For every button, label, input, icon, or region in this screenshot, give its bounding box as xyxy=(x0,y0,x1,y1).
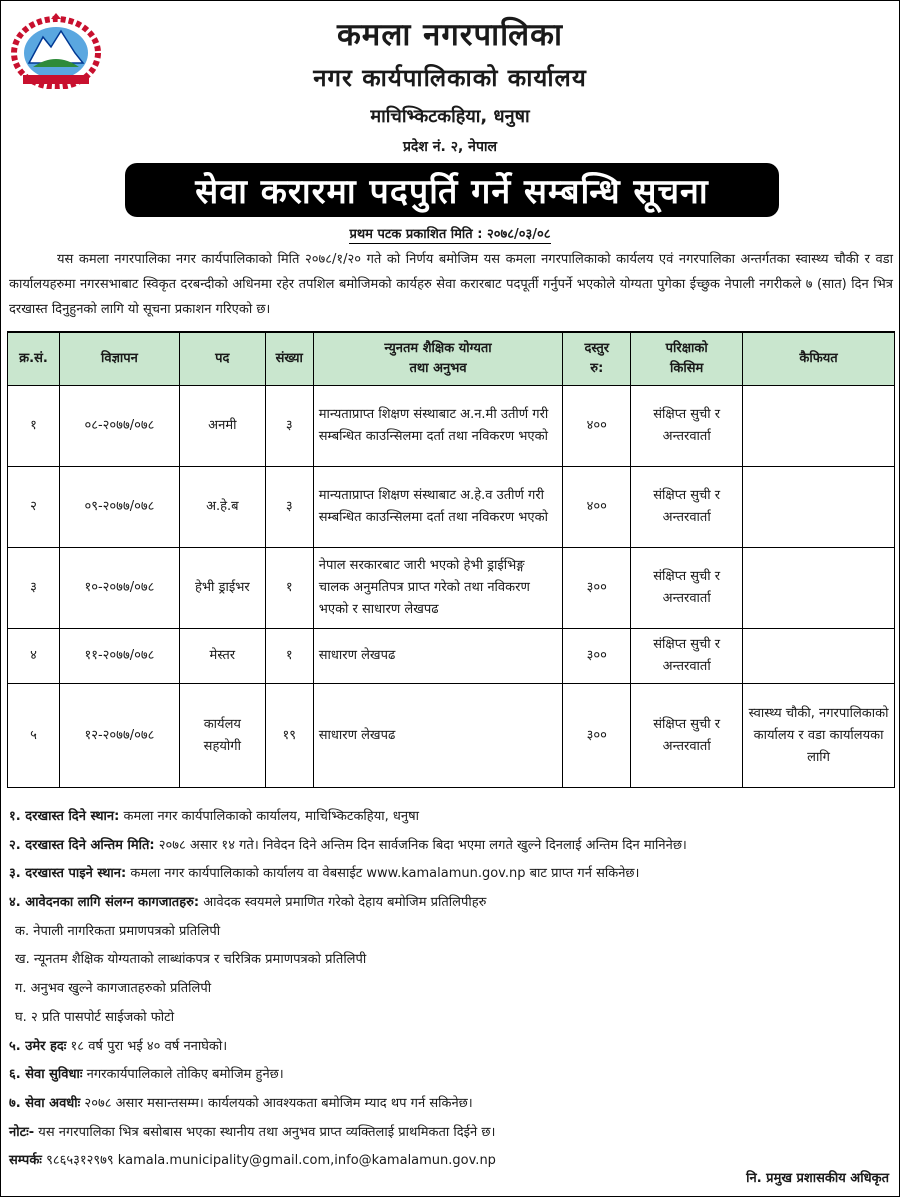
cell-ad: ०८-२०७७/०७८ xyxy=(59,386,179,467)
cell-qualification: साधारण लेखपढ xyxy=(313,629,563,684)
cell-count: १९ xyxy=(265,684,313,788)
cell-fee: ३०० xyxy=(563,629,631,684)
condition-benefits xyxy=(9,1061,893,1090)
header-qualification xyxy=(313,332,563,386)
cell-qualification: नेपाल सरकारबाट जारी भएको हेभी ड्राईभिङ्ग चालक अनुमतिपत्र प्राप्त गरेको तथा नविकरण भएको र साधारण लेखपढ xyxy=(313,548,563,629)
cell-remarks xyxy=(743,548,895,629)
condition-text: २०७८ असार १४ गते। निवेदन दिने अन्तिम दिन सार्वजनिक बिदा भएमा लगते खुल्ने दिनलाई अन्तिम दिन मानिनेछ। xyxy=(154,837,687,853)
cell-qualification: साधारण लेखपढ xyxy=(313,684,563,788)
document-education: ख. न्यूनतम शैक्षिक योग्यताको लाब्धांकपत्र र चरित्रिक प्रमाणपत्रको प्रतिलिपी xyxy=(15,952,367,968)
header-qualification-line2: तथा अनुभव xyxy=(409,361,467,376)
cell-sn: ५ xyxy=(8,684,60,788)
condition-deadline xyxy=(9,832,893,861)
cell-ad: ०९-२०७७/०७८ xyxy=(59,467,179,548)
header-remarks: कैफियत xyxy=(743,332,895,386)
condition-documents xyxy=(9,889,893,918)
contact-label: सम्पर्कः xyxy=(9,1153,42,1169)
document-experience: ग. अनुभव खुल्ने कागजातहरुको प्रतिलिपी xyxy=(15,981,212,997)
header-qualification-line1: न्युनतम शैक्षिक योग्यता xyxy=(384,341,492,356)
note-text: यस नगरपालिका भित्र बसोबास भएका स्थानीय तथा अनुभव प्राप्त व्यक्तिलाई प्राथमिकता दिईने छ। xyxy=(34,1124,496,1140)
cell-qualification: मान्यताप्राप्त शिक्षण संस्थाबाट अ.न.मी उतीर्ण गरी सम्बन्धित काउन्सिलमा दर्ता तथा नविकरण भएको xyxy=(313,386,563,467)
condition-age-limit xyxy=(9,1033,893,1062)
header-sn: क्र.सं. xyxy=(8,332,60,386)
cell-fee: ३०० xyxy=(563,548,631,629)
cell-sn: ४ xyxy=(8,629,60,684)
condition-text: कमला नगर कार्यपालिकाको कार्यालय, माचिभ्किटकहिया, धनुषा xyxy=(119,809,419,824)
condition-label: ७. सेवा अवधीः xyxy=(9,1095,81,1111)
publication-date-label: प्रथम पटक प्रकाशित मिति : २०७८/०३/०८ xyxy=(349,227,551,242)
municipality-name: कमला नगरपालिका xyxy=(336,17,564,53)
condition-form-availability xyxy=(9,860,893,889)
header-exam-line1: परिक्षाको xyxy=(665,341,708,356)
cell-fee: ४०० xyxy=(563,467,631,548)
condition-label: ४. आवेदनका लागि संलग्न कागजातहरु: xyxy=(9,895,200,911)
vacancy-table xyxy=(7,331,895,788)
table-row xyxy=(8,467,895,548)
condition-note xyxy=(9,1119,893,1148)
contact-text: ९८६५३१२९७९ kamala.municipality@gmail.com,info@kamalamun.gov.np xyxy=(41,1153,496,1169)
condition-application-place xyxy=(9,803,893,832)
cell-exam: संक्षिप्त सुची र अन्तरवार्ता xyxy=(631,548,743,629)
document-photo: घ. २ प्रति पासपोर्ट साईजको फोटो xyxy=(15,1009,175,1025)
cell-qualification: मान्यताप्राप्त शिक्षण संस्थाबाट अ.हे.व उतीर्ण गरी सम्बन्धित काउन्सिलमा दर्ता तथा नविकरण भएको xyxy=(313,467,563,548)
cell-count: १ xyxy=(265,629,313,684)
province-line: प्रदेश नं. २, नेपाल xyxy=(402,139,498,155)
condition-label: २. दरखास्त दिने अन्तिम मिति: xyxy=(9,837,155,853)
intro-paragraph: यस कमला नगरपालिका नगर कार्यपालिकाको मिति २०७८/१/२० गते को निर्णय बमोजिम यस कमला नगरपालिकाको कार्यलय एवं नगरपालिका अन्तर्गतका स्वास्थ्य चौकी र वडा कार्यालयहरुमा नगरसभाबाट स्विकृत दरबन्दीको अधिनमा रहेर तपशिल बमोजिमको कार्यहरु सेवा करारबाट पदपूर्ती गर्नुपर्ने भएकोले योग्यता पुगेका ईच्छुक नेपाली नगरीकले ७ (सात) दिन भित्र दरखास्त दिनुहुनको लागि यो सूचना प्रकाशन गरिएको छ। xyxy=(9,252,893,317)
cell-remarks xyxy=(743,629,895,684)
document-citizenship: क. नेपाली नागरिकता प्रमाणपत्रको प्रतिलिपी xyxy=(15,923,221,939)
signatory-title: नि. प्रमुख प्रशासकीय अधिकृत xyxy=(746,1171,889,1186)
cell-count: १ xyxy=(265,548,313,629)
office-name: नगर कार्यपालिकाको कार्यालय xyxy=(313,64,587,92)
cell-sn: २ xyxy=(8,467,60,548)
cell-ad: ११-२०७७/०७८ xyxy=(59,629,179,684)
cell-exam: संक्षिप्त सुची र अन्तरवार्ता xyxy=(631,467,743,548)
header-exam-line2: किसिम xyxy=(670,361,704,376)
header-ad: विज्ञापन xyxy=(59,332,179,386)
table-row xyxy=(8,548,895,629)
cell-sn: ३ xyxy=(8,548,60,629)
table-header-row xyxy=(8,332,895,386)
cell-remarks: स्वास्थ्य चौकी, नगरपालिकाको कार्यालय र वडा कार्यालयका लागि xyxy=(743,684,895,788)
header-fee-line1: दस्तुर xyxy=(584,341,610,356)
cell-exam: संक्षिप्त सुची र अन्तरवार्ता xyxy=(631,386,743,467)
cell-ad: १०-२०७७/०७८ xyxy=(59,548,179,629)
office-address: माचिभ्किटकहिया, धनुषा xyxy=(370,106,530,127)
note-label: नोटः- xyxy=(9,1124,35,1140)
notice-title-banner: सेवा करारमा पदपुर्ति गर्ने सम्बन्धि सूचना xyxy=(125,163,779,217)
cell-exam: संक्षिप्त सुची र अन्तरवार्ता xyxy=(631,684,743,788)
cell-count: ३ xyxy=(265,467,313,548)
cell-post: अ.हे.ब xyxy=(179,467,265,548)
cell-sn: १ xyxy=(8,386,60,467)
cell-ad: १२-२०७७/०७८ xyxy=(59,684,179,788)
conditions-list xyxy=(9,803,893,1176)
condition-label: ६. सेवा सुविधाः xyxy=(9,1067,83,1083)
condition-text: २०७८ असार मसान्तसम्म। कार्यलयको आवश्यकता बमोजिम म्याद थप गर्न सकिनेछ। xyxy=(80,1095,473,1111)
header-post: पद xyxy=(179,332,265,386)
header-count: संख्या xyxy=(265,332,313,386)
header-fee xyxy=(563,332,631,386)
cell-post: हेभी ड्राईभर xyxy=(179,548,265,629)
condition-text: कमला नगर कार्यपालिकाको कार्यालय वा वेबसाईट www.kamalamun.gov.np बाट प्राप्त गर्न सकिनेछ। xyxy=(126,866,640,882)
table-row xyxy=(8,684,895,788)
cell-post: मेस्तर xyxy=(179,629,265,684)
condition-text: नगरकार्यपालिकाले तोकिए बमोजिम हुनेछ। xyxy=(82,1067,284,1083)
condition-label: ३. दरखास्त पाइने स्थान: xyxy=(9,866,127,882)
cell-post: अनमी xyxy=(179,386,265,467)
cell-fee: ३०० xyxy=(563,684,631,788)
cell-count: ३ xyxy=(265,386,313,467)
cell-remarks xyxy=(743,467,895,548)
cell-exam: संक्षिप्त सुची र अन्तरवार्ता xyxy=(631,629,743,684)
table-row xyxy=(8,629,895,684)
header-exam xyxy=(631,332,743,386)
publication-date xyxy=(1,224,899,242)
cell-remarks xyxy=(743,386,895,467)
condition-label: ५. उमेर हदः xyxy=(9,1038,67,1054)
condition-service-period xyxy=(9,1090,893,1119)
header-fee-line2: रु: xyxy=(590,361,604,376)
cell-post: कार्यलय सहयोगी xyxy=(179,684,265,788)
cell-fee: ४०० xyxy=(563,386,631,467)
table-row xyxy=(8,386,895,467)
condition-label: १. दरखास्त दिने स्थान: xyxy=(9,809,120,824)
condition-text: आवेदक स्वयमले प्रमाणित गरेको देहाय बमोजिम प्रतिलिपीहरु xyxy=(199,895,487,911)
condition-text: १८ वर्ष पुरा भई ४० वर्ष ननाघेको। xyxy=(66,1038,228,1054)
